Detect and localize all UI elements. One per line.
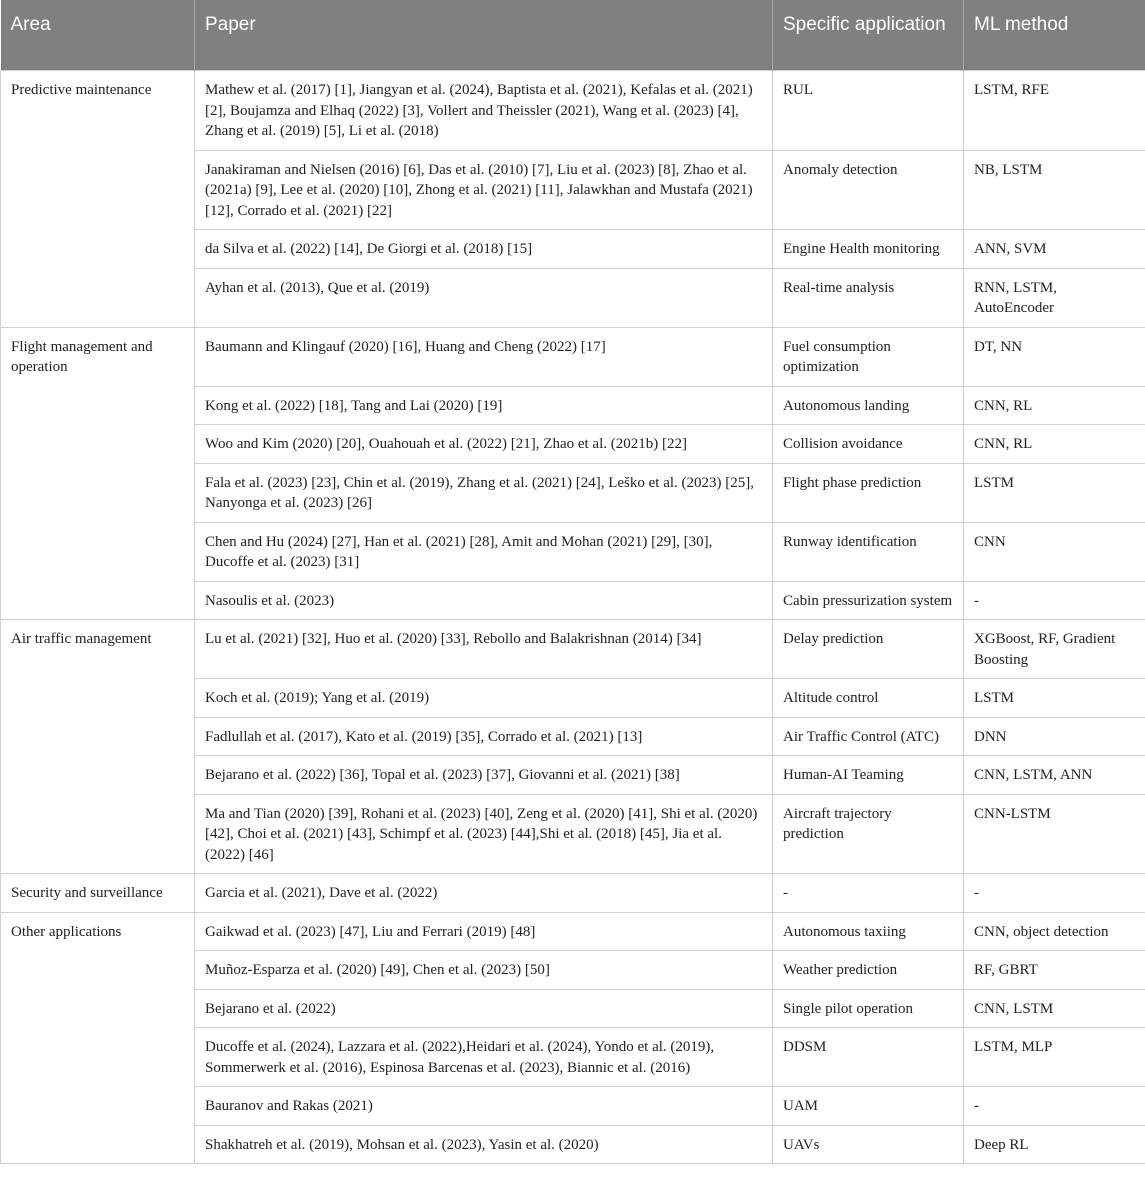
paper-cell: Mathew et al. (2017) [1], Jiangyan et al. (2024), Baptista et al. (2021), Kefalas et al. (2021) [2], Boujamza and Elhaq (2022) [3], Vollert and Theissler (2021), Wang et al. (2023) [4], Zhang et al. (2019) [5], Li et al. (2018) bbox=[195, 71, 773, 151]
ml-method-cell: - bbox=[964, 874, 1145, 913]
table-row bbox=[1, 874, 1145, 913]
application-cell: Human-AI Teaming bbox=[773, 756, 964, 795]
ml-method-cell: CNN, RL bbox=[964, 386, 1145, 425]
application-cell: RUL bbox=[773, 71, 964, 151]
application-cell: Autonomous taxiing bbox=[773, 912, 964, 951]
ml-method-cell: CNN, RL bbox=[964, 425, 1145, 464]
area-cell: Predictive maintenance bbox=[1, 71, 195, 328]
paper-cell: Ayhan et al. (2013), Que et al. (2019) bbox=[195, 268, 773, 327]
application-cell: Cabin pressurization system bbox=[773, 581, 964, 620]
ml-method-cell: CNN, object detection bbox=[964, 912, 1145, 951]
ml-method-cell: LSTM, RFE bbox=[964, 71, 1145, 151]
ml-method-cell: LSTM bbox=[964, 463, 1145, 522]
header-ml-method: ML method bbox=[964, 0, 1145, 71]
application-cell: Air Traffic Control (ATC) bbox=[773, 717, 964, 756]
table-row bbox=[1, 327, 1145, 386]
paper-cell: Fala et al. (2023) [23], Chin et al. (2019), Zhang et al. (2021) [24], Leško et al. (2023) [25], Nanyonga et al. (2023) [26] bbox=[195, 463, 773, 522]
paper-cell: Ducoffe et al. (2024), Lazzara et al. (2022),Heidari et al. (2024), Yondo et al. (2019), Sommerwerk et al. (2016), Espinosa Barcenas et al. (2023), Biannic et al. (2016) bbox=[195, 1028, 773, 1087]
paper-cell: Ma and Tian (2020) [39], Rohani et al. (2023) [40], Zeng et al. (2020) [41], Shi et al. (2020) [42], Choi et al. (2021) [43], Schimpf et al. (2023) [44],Shi et al. (2018) [45], Jia et al. (2022) [46] bbox=[195, 794, 773, 874]
ml-method-cell: CNN, LSTM, ANN bbox=[964, 756, 1145, 795]
application-cell: Engine Health monitoring bbox=[773, 230, 964, 269]
paper-cell: Muñoz-Esparza et al. (2020) [49], Chen et al. (2023) [50] bbox=[195, 951, 773, 990]
table-row bbox=[1, 912, 1145, 951]
paper-cell: Kong et al. (2022) [18], Tang and Lai (2020) [19] bbox=[195, 386, 773, 425]
ml-method-cell: - bbox=[964, 1087, 1145, 1126]
table-row bbox=[1, 620, 1145, 679]
application-cell: Real-time analysis bbox=[773, 268, 964, 327]
ml-method-cell: CNN bbox=[964, 522, 1145, 581]
paper-cell: Koch et al. (2019); Yang et al. (2019) bbox=[195, 679, 773, 718]
paper-cell: Woo and Kim (2020) [20], Ouahouah et al. (2022) [21], Zhao et al. (2021b) [22] bbox=[195, 425, 773, 464]
application-cell: UAVs bbox=[773, 1125, 964, 1164]
application-cell: Aircraft trajectory prediction bbox=[773, 794, 964, 874]
application-cell: Altitude control bbox=[773, 679, 964, 718]
header-row bbox=[1, 0, 1145, 71]
ml-method-cell: DNN bbox=[964, 717, 1145, 756]
area-cell: Flight management and operation bbox=[1, 327, 195, 620]
paper-cell: Bejarano et al. (2022) [36], Topal et al. (2023) [37], Giovanni et al. (2021) [38] bbox=[195, 756, 773, 795]
paper-cell: Lu et al. (2021) [32], Huo et al. (2020) [33], Rebollo and Balakrishnan (2014) [34] bbox=[195, 620, 773, 679]
area-cell: Air traffic management bbox=[1, 620, 195, 874]
paper-cell: Fadlullah et al. (2017), Kato et al. (2019) [35], Corrado et al. (2021) [13] bbox=[195, 717, 773, 756]
ml-method-cell: RNN, LSTM, AutoEncoder bbox=[964, 268, 1145, 327]
ml-method-cell: ANN, SVM bbox=[964, 230, 1145, 269]
paper-cell: Baumann and Klingauf (2020) [16], Huang and Cheng (2022) [17] bbox=[195, 327, 773, 386]
ml-method-cell: DT, NN bbox=[964, 327, 1145, 386]
application-cell: Anomaly detection bbox=[773, 150, 964, 230]
paper-cell: Gaikwad et al. (2023) [47], Liu and Ferrari (2019) [48] bbox=[195, 912, 773, 951]
header-area: Area bbox=[1, 0, 195, 71]
paper-cell: da Silva et al. (2022) [14], De Giorgi et al. (2018) [15] bbox=[195, 230, 773, 269]
table-header bbox=[1, 0, 1145, 71]
application-cell: Flight phase prediction bbox=[773, 463, 964, 522]
header-application: Specific application bbox=[773, 0, 964, 71]
paper-cell: Bauranov and Rakas (2021) bbox=[195, 1087, 773, 1126]
ml-method-cell: NB, LSTM bbox=[964, 150, 1145, 230]
application-cell: Autonomous landing bbox=[773, 386, 964, 425]
application-cell: Delay prediction bbox=[773, 620, 964, 679]
paper-cell: Garcia et al. (2021), Dave et al. (2022) bbox=[195, 874, 773, 913]
ml-method-cell: RF, GBRT bbox=[964, 951, 1145, 990]
ml-method-cell: CNN-LSTM bbox=[964, 794, 1145, 874]
header-paper: Paper bbox=[195, 0, 773, 71]
application-cell: - bbox=[773, 874, 964, 913]
application-cell: Runway identification bbox=[773, 522, 964, 581]
application-cell: Fuel consumption optimization bbox=[773, 327, 964, 386]
paper-cell: Janakiraman and Nielsen (2016) [6], Das et al. (2010) [7], Liu et al. (2023) [8], Zhao et al. (2021a) [9], Lee et al. (2020) [10], Zhong et al. (2021) [11], Jalawkhan and Mustafa (2021) [12], Corrado et al. (2021) [22] bbox=[195, 150, 773, 230]
table-row bbox=[1, 71, 1145, 151]
ml-method-cell: LSTM, MLP bbox=[964, 1028, 1145, 1087]
ml-method-cell: Deep RL bbox=[964, 1125, 1145, 1164]
table-body bbox=[1, 71, 1145, 1164]
application-cell: DDSM bbox=[773, 1028, 964, 1087]
paper-cell: Nasoulis et al. (2023) bbox=[195, 581, 773, 620]
ml-method-cell: - bbox=[964, 581, 1145, 620]
paper-cell: Shakhatreh et al. (2019), Mohsan et al. (2023), Yasin et al. (2020) bbox=[195, 1125, 773, 1164]
application-cell: Weather prediction bbox=[773, 951, 964, 990]
paper-cell: Bejarano et al. (2022) bbox=[195, 989, 773, 1028]
ml-method-cell: XGBoost, RF, Gradient Boosting bbox=[964, 620, 1145, 679]
application-cell: Single pilot operation bbox=[773, 989, 964, 1028]
paper-cell: Chen and Hu (2024) [27], Han et al. (2021) [28], Amit and Mohan (2021) [29], [30], Ducoffe et al. (2023) [31] bbox=[195, 522, 773, 581]
application-cell: Collision avoidance bbox=[773, 425, 964, 464]
ml-method-cell: CNN, LSTM bbox=[964, 989, 1145, 1028]
ml-method-cell: LSTM bbox=[964, 679, 1145, 718]
application-cell: UAM bbox=[773, 1087, 964, 1126]
area-cell: Other applications bbox=[1, 912, 195, 1164]
area-cell: Security and surveillance bbox=[1, 874, 195, 913]
